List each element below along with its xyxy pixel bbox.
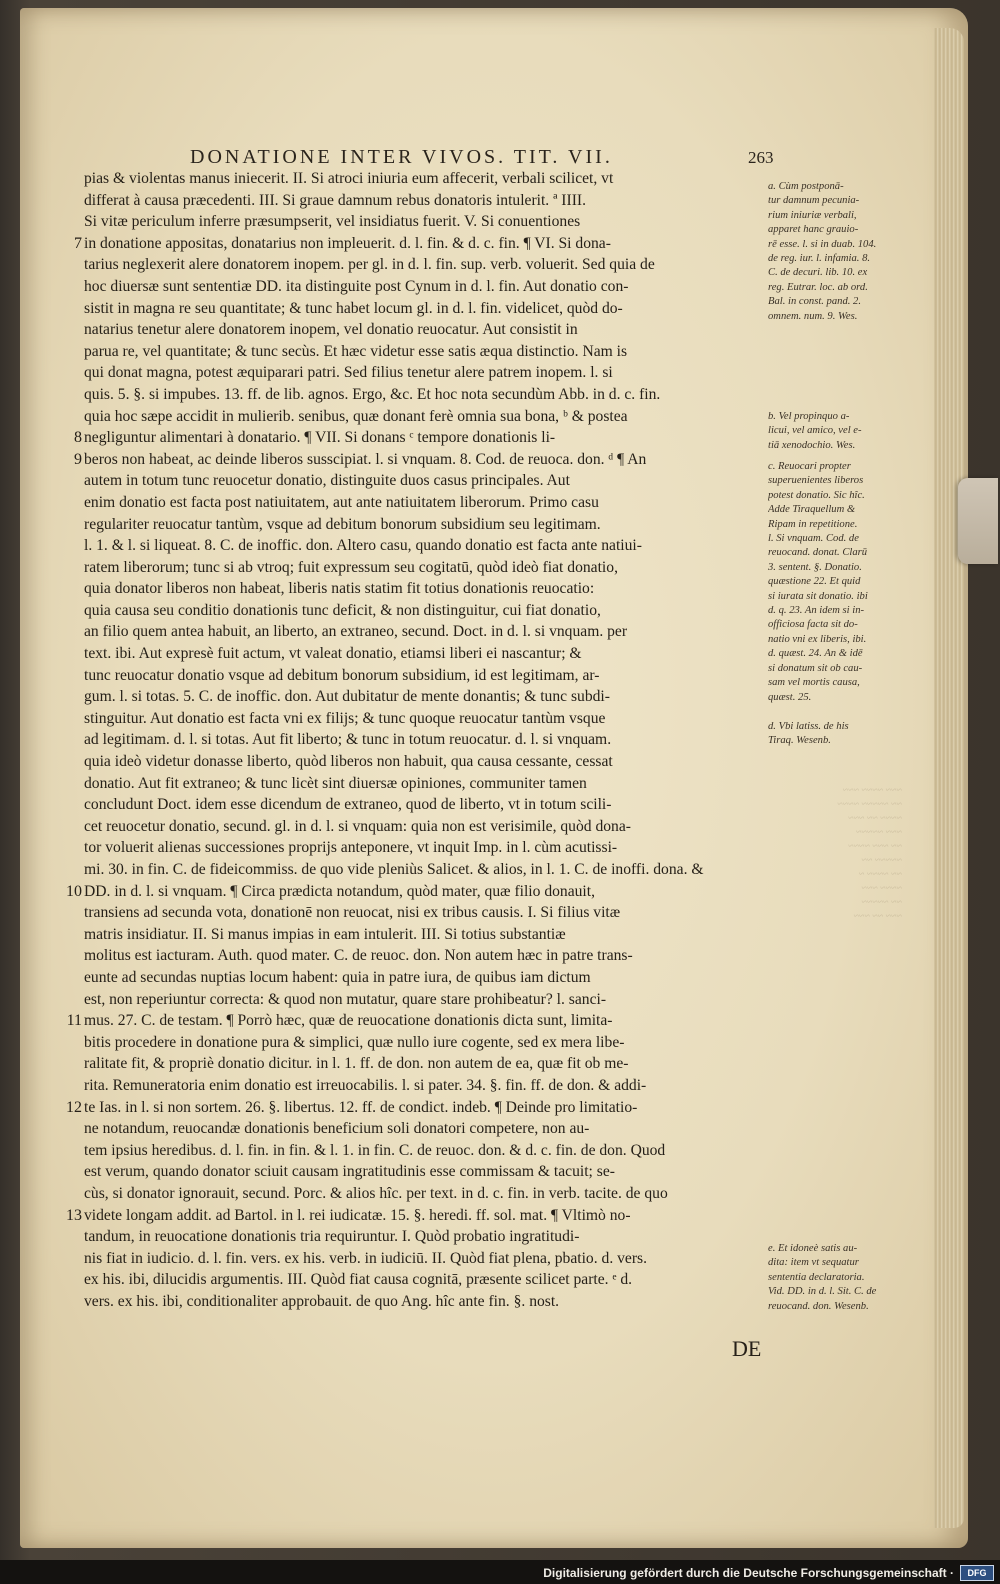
text-line xyxy=(84,621,784,643)
text-line xyxy=(84,924,784,946)
note-line: rium iniuriæ verbali, xyxy=(768,209,857,221)
note-line: dita: item vt sequatur xyxy=(768,1257,859,1269)
marginal-note-c xyxy=(768,460,900,705)
line-text: quia donator liberos non habeat, liberis natis statim fit totius donationis reuocatio: xyxy=(84,580,595,598)
folio-number: 263 xyxy=(748,148,774,167)
note-line: a. Cùm postponā- xyxy=(768,181,844,192)
note-line: natio vni ex liberis, ibi. xyxy=(768,633,867,645)
note-line: de reg. iur. l. infamia. 8. xyxy=(768,253,871,265)
line-text: quia hoc sæpe accidit in mulierib. senibus, quæ donant ferè omnia sua bona, ᵇ & postea xyxy=(84,407,628,425)
note-line: Vid. DD. in d. l. Sit. C. de xyxy=(768,1286,877,1298)
text-line xyxy=(84,1140,784,1162)
text-line xyxy=(84,535,784,557)
marginal-note-b xyxy=(768,410,900,453)
line-text: eunte ad secundas nuptias locum habent: quia in patre iura, de quibus iam dictum xyxy=(84,968,591,986)
text-line xyxy=(84,578,784,600)
line-text: qui donat magna, potest æquiparari patri. Sed filius tenetur alere patrem inopem. l. si xyxy=(84,364,613,382)
line-text: negliguntur alimentari à donatario. ¶ VII. Si donans ᶜ tempore donationis li- xyxy=(84,429,556,447)
text-line xyxy=(84,319,784,341)
note-line: c. Reuocari propter xyxy=(768,461,851,472)
note-line: omnem. num. 9. Wes. xyxy=(768,310,858,322)
line-text: vers. ex his. ibi, conditionaliter approbauit. de quo Ang. hîc ante fin. §. nost. xyxy=(84,1292,560,1310)
text-line xyxy=(84,1032,784,1054)
note-line: officiosa facta sit do- xyxy=(768,619,858,631)
line-text: tandum, in reuocatione donationis tria requiruntur. I. Quòd probatio ingratitudi- xyxy=(84,1228,580,1246)
text-line xyxy=(84,298,784,320)
note-line: rē esse. l. si in duab. 104. xyxy=(768,238,877,250)
note-line: potest donatio. Sic hîc. xyxy=(768,489,865,501)
line-text: parua re, vel quantitate; & tunc secùs. Et hæc videtur esse satis æqua distinctio. Nam is xyxy=(84,342,628,360)
text-line xyxy=(66,1205,784,1227)
note-line: superuenientes liberos xyxy=(768,475,864,487)
note-line: Ripam in repetitione. xyxy=(768,518,858,530)
note-line: C. de decuri. lib. 10. ex xyxy=(768,267,868,279)
line-number: 7 xyxy=(74,234,82,252)
line-text: nis fiat in iudicio. d. l. fin. vers. ex his. verb. in iudiciū. II. Quòd fiat plena, pbatio. d. vers. xyxy=(84,1249,647,1267)
text-line xyxy=(74,233,784,255)
note-line: reg. Eutrar. loc. ab ord. xyxy=(768,281,868,293)
line-text: natarius tenetur alere donatorem inopem, vel donatio reuocatur. Aut consistit in xyxy=(84,321,578,339)
text-line xyxy=(84,945,784,967)
marginal-note-a xyxy=(768,180,900,324)
note-line: d. q. 23. An idem si in- xyxy=(768,605,865,617)
line-text: text. ibi. Aut expresè fuit actum, vt valeat donatio, etiamsi liberi ei nascantur; & xyxy=(84,645,582,663)
note-line: tiā xenodochio. Wes. xyxy=(768,439,856,451)
line-text: tor voluerit alienas successiones proprijs anteponere, vt inquit Imp. in l. cùm acutissi- xyxy=(84,839,618,857)
text-line xyxy=(84,837,784,859)
line-text: sistit in magna re seu quantitate; & tunc habet locum gl. in d. l. fin. videlicet, quòd do- xyxy=(84,299,623,317)
line-text: mi. 30. in fin. C. de fideicommiss. de quo vide pleniùs Salicet. & alios, in l. 1. C. de inoffi. dona. & xyxy=(84,861,704,878)
text-line xyxy=(84,1161,784,1183)
note-line: d. quæst. 24. An & idē xyxy=(768,648,863,660)
page-clip xyxy=(958,478,998,564)
line-text: concludunt Doct. idem esse dicendum de extraneo, quod de liberto, vt in totum scili- xyxy=(84,796,612,814)
text-line xyxy=(84,1291,784,1313)
note-line: Tiraq. Wesenb. xyxy=(768,735,831,747)
footer-credit: Digitalisierung gefördert durch die Deutsche Forschungsgemeinschaft · xyxy=(543,1566,954,1580)
line-text: ne notandum, reuocandæ donationis beneficium soli donatori competere, non au- xyxy=(84,1120,590,1138)
line-number: 8 xyxy=(74,429,82,447)
line-text: tarius neglexerit alere donatorem inopem. per gl. in d. l. fin. sup. verb. voluerit. Sed quia de xyxy=(84,256,655,274)
line-text: beros non habeat, ac deinde liberos susscipiat. l. si vnquam. 8. Cod. de reuoca. don. ᵈ ¶ An xyxy=(84,450,647,468)
line-text: Si vitæ periculum inferre præsumpserit, vel insidiatus fuerit. V. Si conuentiones xyxy=(84,213,581,231)
text-line xyxy=(84,406,784,428)
note-line: licui, vel amico, vel e- xyxy=(768,425,862,437)
text-line xyxy=(84,1226,784,1248)
note-line: sam vel mortis causa, xyxy=(768,677,860,689)
line-text: ad legitimam. d. l. si totas. Aut fit liberto; & tunc in totum reuocatur. d. l. si vnquam. xyxy=(84,731,612,749)
book-page xyxy=(20,8,968,1548)
text-line xyxy=(84,1075,784,1097)
line-text: enim donatio est facta post natiuitatem, aut ante natiuitatem liberorum. Primo casu xyxy=(84,493,599,511)
line-number: 12 xyxy=(66,1098,82,1116)
marginal-note-d xyxy=(768,720,900,749)
text-line xyxy=(84,816,784,838)
line-number: 11 xyxy=(66,1012,82,1030)
line-text: hoc diuersæ sunt sententiæ DD. ita distinguite post Cynum in d. l. fin. Aut donatio con- xyxy=(84,277,629,295)
line-text: ralitate fit, & propriè donatio dicitur. in l. 1. ff. de don. non autem de ea, quæ fit ob me- xyxy=(84,1055,629,1073)
line-number: 13 xyxy=(66,1206,82,1224)
text-line xyxy=(84,1248,784,1270)
line-text: cùs, si donator ignorauit, secund. Porc. & alios hîc. per text. in d. c. fin. in verb. tacite. de quo xyxy=(84,1184,668,1202)
note-line: reuocand. don. Wesenb. xyxy=(768,1300,869,1312)
note-line: sententia declaratoria. xyxy=(768,1271,865,1283)
marginal-note-e xyxy=(768,1242,900,1314)
note-line: tur damnum pecunia- xyxy=(768,195,860,207)
note-line: Bal. in const. pand. 2. xyxy=(768,296,861,308)
text-line xyxy=(84,384,784,406)
line-text: ratem liberorum; tunc si ab vtroq; fuit expressum seu cogitatū, quòd ideò fiat donatio, xyxy=(84,558,618,576)
line-text: gum. l. si totas. 5. C. de inoffic. don. Aut dubitatur de mente donantis; & tunc subdi- xyxy=(84,688,610,706)
line-text: quia causa seu conditio donationis tunc deficit, & non distinguitur, cui fiat donatio, xyxy=(84,601,601,619)
running-title: DONATIONE INTER VIVOS. TIT. VII. xyxy=(190,146,613,168)
text-line xyxy=(66,881,784,903)
line-text: pias & violentas manus iniecerit. II. Si atroci iniuria eum affecerit, verbali scilicet, vt xyxy=(84,170,614,187)
line-number: 9 xyxy=(74,450,82,468)
text-line xyxy=(84,773,784,795)
line-text: l. 1. & l. si liqueat. 8. C. de inoffic. don. Altero casu, quando donatio est facta ante natiui- xyxy=(84,537,642,555)
line-text: bitis procedere in donatione pura & simplici, quæ nullo iure cogente, sed ex mera libe- xyxy=(84,1033,625,1051)
text-line xyxy=(84,902,784,924)
line-text: molitus est iacturam. Auth. quod mater. C. de reuoc. don. Non autem hæc in patre trans- xyxy=(84,947,633,965)
line-text: differat à causa præcedenti. III. Si graue damnum rebus donatoris intulerit. ª IIII. xyxy=(84,191,586,209)
note-line: apparet hanc grauio- xyxy=(768,224,859,236)
line-text: donatio. Aut fit extraneo; & tunc licèt sint diuersæ opiniones, communiter tamen xyxy=(84,774,587,792)
text-line xyxy=(84,1183,784,1205)
line-text: transiens ad secunda vota, donationē non reuocat, nisi ex tribus causis. I. Si filius vitæ xyxy=(84,904,621,922)
note-line: d. Vbi latiss. de his xyxy=(768,721,849,732)
note-line: si donatum sit ob cau- xyxy=(768,662,863,674)
text-line xyxy=(84,967,784,989)
line-number: 10 xyxy=(66,882,82,900)
text-line xyxy=(84,794,784,816)
text-line xyxy=(84,600,784,622)
line-text: te Ias. in l. si non sortem. 26. §. libertus. 12. ff. de condict. indeb. ¶ Deinde pro limitatio- xyxy=(84,1098,638,1116)
line-text: tem ipsius heredibus. d. l. fin. in fin. & l. 1. in fin. C. de reuoc. don. & d. c. fin. de don. Quod xyxy=(84,1141,666,1159)
text-line xyxy=(74,427,784,449)
line-text: quis. 5. §. si impubes. 13. ff. de lib. agnos. Ergo, &c. Et hoc nota secundùm Abb. in d. c. fin. xyxy=(84,385,661,403)
line-text: tunc reuocatur donatio vsque ad debitum bonorum subsidium, id est legitimam, ar- xyxy=(84,666,600,684)
note-line: reuocand. donat. Clarū xyxy=(768,547,868,559)
page-fore-edge xyxy=(934,28,964,1528)
note-line: e. Et idoneè satis au- xyxy=(768,1243,858,1254)
text-line xyxy=(84,362,784,384)
text-line xyxy=(84,470,784,492)
line-text: stinguitur. Aut donatio est facta vni ex filijs; & tunc quoque reuocatur tantùm vsque xyxy=(84,709,606,727)
text-line xyxy=(84,643,784,665)
line-text: cet reuocetur donatio, secund. gl. in d. l. si vnquam: quia non est verisimile, quòd dona- xyxy=(84,817,631,835)
text-line xyxy=(84,254,784,276)
text-line xyxy=(66,1010,784,1032)
note-line: l. Si vnquam. Cod. de xyxy=(768,533,859,545)
text-line xyxy=(66,1097,784,1119)
text-line xyxy=(84,708,784,730)
note-line: Adde Tiraquellum & xyxy=(768,504,856,516)
text-line xyxy=(84,1269,784,1291)
line-text: in donatione appositas, donatarius non impleuerit. d. l. fin. & d. c. fin. ¶ VI. Si dona- xyxy=(84,234,611,252)
line-text: quia ideò videtur donasse liberto, quòd liberos non habuit, qua causa cessante, cessat xyxy=(84,753,613,771)
note-line: quæstione 22. Et quid xyxy=(768,576,861,588)
text-line xyxy=(84,989,784,1011)
text-line xyxy=(84,665,784,687)
text-line xyxy=(84,1053,784,1075)
text-line xyxy=(84,1118,784,1140)
note-line: 3. sentent. §. Donatio. xyxy=(768,561,862,573)
line-text: est, non reperiuntur correcta: & quod non mutatur, quare stare prohibeatur? l. sanci- xyxy=(84,990,607,1008)
text-line xyxy=(84,168,784,190)
text-line xyxy=(84,341,784,363)
line-text: rita. Remuneratoria enim donatio est irreuocabilis. l. si pater. 34. §. fin. ff. de don. & addi- xyxy=(84,1076,647,1094)
text-line xyxy=(84,557,784,579)
text-line xyxy=(84,514,784,536)
text-line xyxy=(84,751,784,773)
line-text: mus. 27. C. de testam. ¶ Porrò hæc, quæ de reuocatione donationis dicta sunt, limita- xyxy=(84,1012,613,1030)
text-line xyxy=(84,686,784,708)
note-line: si iurata sit donatio. ibi xyxy=(768,590,868,602)
text-line xyxy=(84,492,784,514)
main-text-block xyxy=(66,168,784,1312)
line-text: autem in totum tunc reuocetur donatio, distinguite duos casus principales. Aut xyxy=(84,472,570,490)
line-text: videte longam addit. ad Bartol. in l. rei iudicatæ. 15. §. heredi. ff. sol. mat. ¶ Vltimò no- xyxy=(84,1206,631,1224)
text-line xyxy=(84,190,784,212)
text-line xyxy=(84,276,784,298)
text-line xyxy=(74,449,784,471)
line-text: est verum, quando donator sciuit causam ingratitudinis esse commissam & tacuit; se- xyxy=(84,1163,615,1181)
catchword: DE xyxy=(732,1336,762,1361)
line-text: matris insidiatur. II. Si manus impias in eam intulerit. III. Si totius substantiæ xyxy=(84,925,566,943)
line-text: an filio quem antea habuit, an liberto, an extraneo, secund. Doct. in d. l. si vnquam. per xyxy=(84,623,628,641)
text-line xyxy=(84,211,784,233)
line-text: regulariter reuocatur tantùm, vsque ad debitum bonorum subsidium seu legitimam. xyxy=(84,515,601,533)
text-line xyxy=(84,729,784,751)
bleed-through-text: ~~~ ~~~~ ~~~ ~~ ~~~~~ ~~~~ ~~~~ ~~ ~~~ ~~~ ~~~~~ ~~ ~~~ ~~~~ ~~~~~ ~~ ~~ ~~~~ ~ ~~~~ ~~~ ~~ ~~~~~ ~~~ ~~ ~~~ xyxy=(837,785,902,922)
line-text: ex his. ibi, dilucidis argumentis. III. Quòd fiat causa cognitā, præsente scilicet parte. ᵉ d. xyxy=(84,1271,633,1289)
dfg-logo-icon: DFG xyxy=(960,1565,994,1581)
text-line xyxy=(84,859,784,881)
note-line: quæst. 25. xyxy=(768,691,812,703)
note-line: b. Vel propinquo a- xyxy=(768,411,850,422)
line-text: DD. in d. l. si vnquam. ¶ Circa prædicta notandum, quòd mater, quæ filio donauit, xyxy=(84,882,595,900)
